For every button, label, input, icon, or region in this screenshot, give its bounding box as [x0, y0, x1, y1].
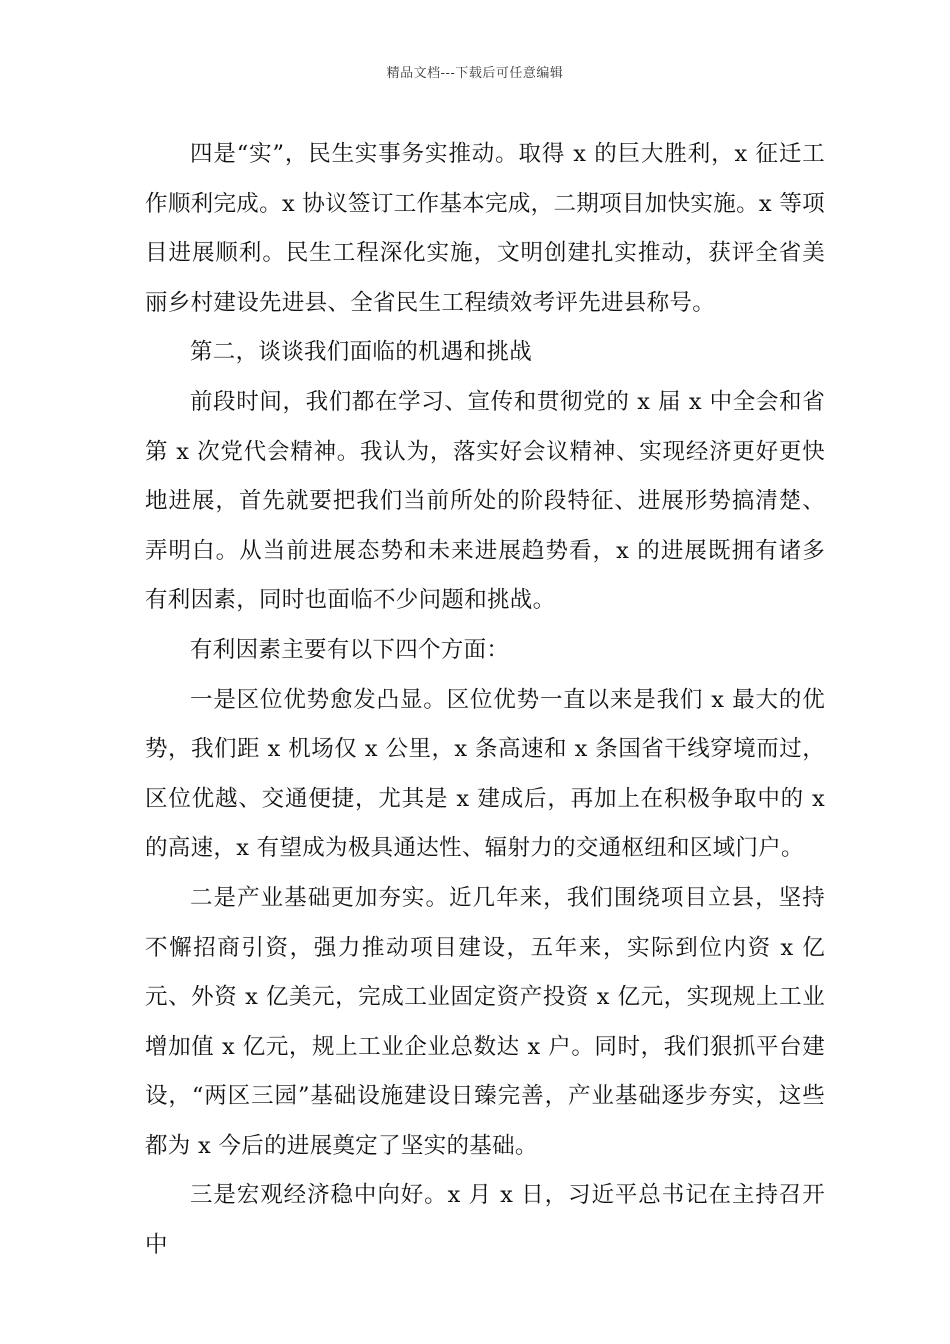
paragraph-favorable-factors: 有利因素主要有以下四个方面：	[190, 636, 510, 663]
page-header: 精品文档---下载后可任意编辑	[386, 66, 564, 81]
paragraph-livelihood: 四是“实”，民生实事务实推动。取得 x 的巨大胜利，x 征迁工作顺利完成。x 协议签订工作基本完成，二期项目加快实施。x 等项目进展顺利。民生工程深化实施，文明创建扎实推动，获评全省美丽乡村建设先进县、全省民生工程绩效考评先进县称号。	[145, 141, 825, 316]
paragraph-location-advantage: 一是区位优势愈发凸显。区位优势一直以来是我们 x 最大的优势，我们距 x 机场仅 x 公里，x 条高速和 x 条国省干线穿境而过，区位优越、交通便捷，尤其是 x 建成后，再加上在积极争取中的 x 的高速，x 有望成为极具通达性、辐射力的交通枢纽和区域门户。	[145, 686, 825, 862]
paragraph-macro-economy: 三是宏观经济稳中向好。x 月 x 日，习近平总书记在主持召开中	[145, 1182, 825, 1259]
paragraph-recent-study: 前段时间，我们都在学习、宣传和贯彻党的 x 届 x 中全会和省第 x 次党代会精神。我认为，落实好会议精神、实现经济更好更快地进展，首先就要把我们当前所处的阶段特征、进展形势搞清楚、弄明白。从当前进展态势和未来进展趋势看，x 的进展既拥有诸多有利因素，同时也面临不少问题和挑战。	[145, 388, 825, 614]
section-heading-opportunities: 第二，谈谈我们面临的机遇和挑战	[190, 339, 533, 366]
document-body	[145, 130, 825, 1271]
paragraph-industrial-base: 二是产业基础更加夯实。近几年来，我们围绕项目立县，坚持不懈招商引资，强力推动项目建设，五年来，实际到位内资 x 亿元、外资 x 亿美元，完成工业固定资产投资 x 亿元，实现规上工业增加值 x 亿元，规上工业企业总数达 x 户。同时，我们狠抓平台建设，“两区三园”基础设施建设日臻完善，产业基础逐步夯实，这些都为 x 今后的进展奠定了坚实的基础。	[145, 884, 825, 1159]
